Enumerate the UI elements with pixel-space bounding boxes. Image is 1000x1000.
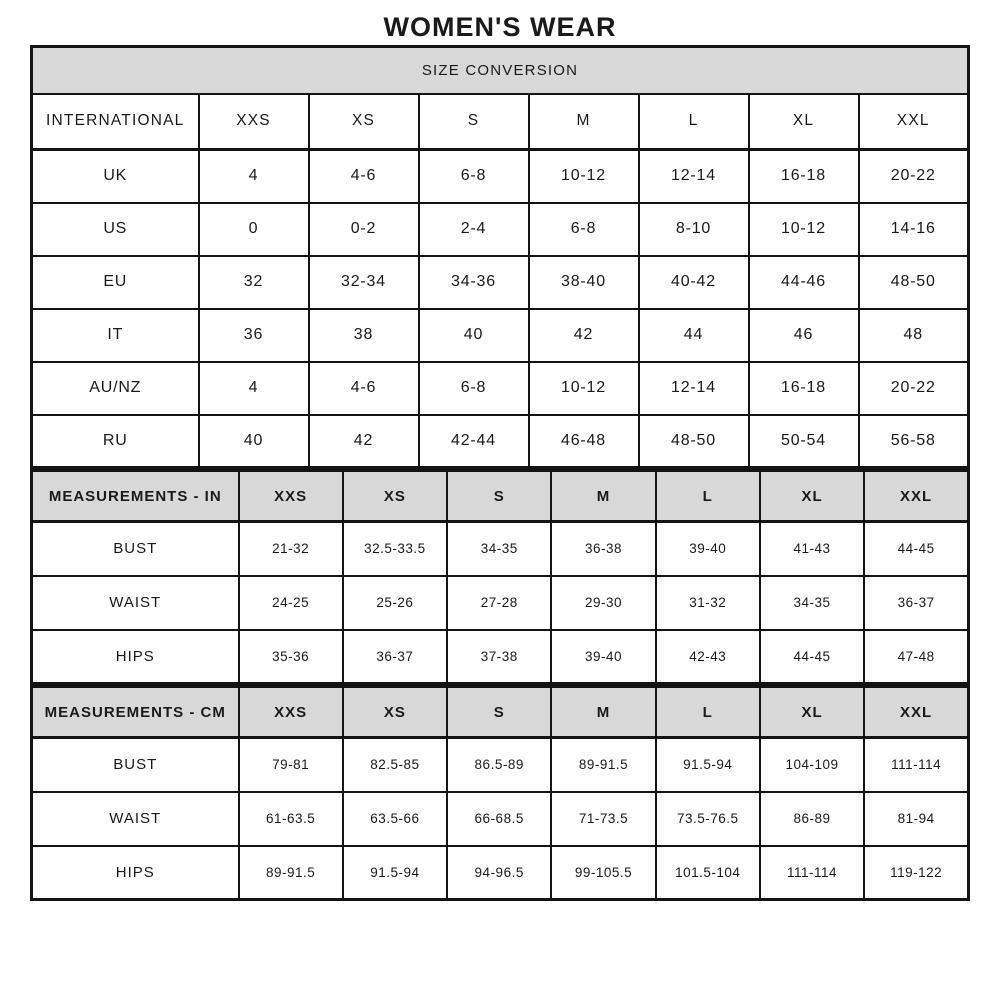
value-cell: 63.5-66 [343,792,447,846]
value-cell: 10-12 [529,150,639,203]
table-row [32,630,969,684]
row-label: EU [32,256,199,309]
table-row [32,415,969,468]
value-cell: 44-45 [760,630,864,684]
value-cell: 50-54 [749,415,859,468]
value-cell: 20-22 [859,362,969,415]
table-row [32,256,969,309]
value-cell: 36-37 [343,630,447,684]
column-header-cell: XL [760,687,864,738]
value-cell: 119-122 [864,846,968,900]
value-cell: 89-91.5 [239,846,343,900]
value-cell: 34-36 [419,256,529,309]
value-cell: 111-114 [760,846,864,900]
column-header-cell: S [447,687,551,738]
value-cell: 4-6 [309,362,419,415]
value-cell: 99-105.5 [551,846,655,900]
value-cell: 25-26 [343,576,447,630]
table-row [32,309,969,362]
row-label: BUST [32,522,239,576]
value-cell: 0 [199,203,309,256]
value-cell: 46 [749,309,859,362]
value-cell: 34-35 [447,522,551,576]
row-label: HIPS [32,630,239,684]
value-cell: 91.5-94 [343,846,447,900]
table-row [32,362,969,415]
measurements-cm-body [32,738,969,900]
value-cell: 32-34 [309,256,419,309]
value-cell: 38 [309,309,419,362]
row-label: UK [32,150,199,203]
value-cell: 42-44 [419,415,529,468]
value-cell: 35-36 [239,630,343,684]
value-cell: 66-68.5 [447,792,551,846]
value-cell: 2-4 [419,203,529,256]
column-header-cell: XL [760,471,864,522]
value-cell: 44-46 [749,256,859,309]
row-label: RU [32,415,199,468]
value-cell: 86-89 [760,792,864,846]
size-conversion-column-header-row [32,94,969,150]
column-header-cell: L [656,471,760,522]
column-header-cell: M [529,94,639,150]
value-cell: 12-14 [639,150,749,203]
value-cell: 82.5-85 [343,738,447,792]
value-cell: 39-40 [551,630,655,684]
value-cell: 39-40 [656,522,760,576]
value-cell: 10-12 [529,362,639,415]
table-row [32,522,969,576]
row-label: BUST [32,738,239,792]
value-cell: 44-45 [864,522,968,576]
value-cell: 24-25 [239,576,343,630]
column-header-cell: XXL [864,471,968,522]
value-cell: 38-40 [529,256,639,309]
row-label: WAIST [32,792,239,846]
value-cell: 79-81 [239,738,343,792]
value-cell: 89-91.5 [551,738,655,792]
value-cell: 73.5-76.5 [656,792,760,846]
value-cell: 56-58 [859,415,969,468]
measurements-in-table [30,469,970,685]
measurements-in-header-row [32,471,969,522]
value-cell: 10-12 [749,203,859,256]
value-cell: 4-6 [309,150,419,203]
column-header-cell: XXS [239,687,343,738]
value-cell: 104-109 [760,738,864,792]
measurements-cm-title: MEASUREMENTS - CM [32,687,239,738]
value-cell: 6-8 [419,150,529,203]
column-header-cell: L [656,687,760,738]
value-cell: 48-50 [639,415,749,468]
column-header-cell: S [419,94,529,150]
value-cell: 101.5-104 [656,846,760,900]
size-conversion-table [30,45,970,469]
value-cell: 21-32 [239,522,343,576]
table-row [32,150,969,203]
value-cell: 40 [199,415,309,468]
value-cell: 36-38 [551,522,655,576]
table-row [32,792,969,846]
value-cell: 61-63.5 [239,792,343,846]
size-conversion-header: SIZE CONVERSION [32,47,969,94]
page-title: WOMEN'S WEAR [383,12,617,42]
column-header-cell: XXL [859,94,969,150]
row-label: WAIST [32,576,239,630]
value-cell: 14-16 [859,203,969,256]
value-cell: 37-38 [447,630,551,684]
value-cell: 41-43 [760,522,864,576]
value-cell: 16-18 [749,362,859,415]
value-cell: 6-8 [529,203,639,256]
value-cell: 34-35 [760,576,864,630]
column-header-cell: M [551,471,655,522]
value-cell: 40-42 [639,256,749,309]
value-cell: 42 [309,415,419,468]
value-cell: 20-22 [859,150,969,203]
value-cell: 46-48 [529,415,639,468]
value-cell: 48-50 [859,256,969,309]
measurements-in-body [32,522,969,684]
value-cell: 94-96.5 [447,846,551,900]
value-cell: 0-2 [309,203,419,256]
table-row [32,738,969,792]
value-cell: 27-28 [447,576,551,630]
value-cell: 111-114 [864,738,968,792]
value-cell: 40 [419,309,529,362]
value-cell: 12-14 [639,362,749,415]
column-header-cell: S [447,471,551,522]
value-cell: 42 [529,309,639,362]
value-cell: 91.5-94 [656,738,760,792]
column-header-cell: XS [343,471,447,522]
row-label: IT [32,309,199,362]
row-label: US [32,203,199,256]
value-cell: 86.5-89 [447,738,551,792]
value-cell: 6-8 [419,362,529,415]
column-header-cell: L [639,94,749,150]
size-conversion-banner-row [32,47,969,94]
value-cell: 8-10 [639,203,749,256]
value-cell: 44 [639,309,749,362]
measurements-cm-table [30,685,970,901]
value-cell: 36 [199,309,309,362]
value-cell: 4 [199,150,309,203]
table-row [32,576,969,630]
value-cell: 16-18 [749,150,859,203]
value-cell: 29-30 [551,576,655,630]
value-cell: 47-48 [864,630,968,684]
column-header-cell: XXL [864,687,968,738]
value-cell: 48 [859,309,969,362]
table-row [32,846,969,900]
table-row [32,203,969,256]
value-cell: 32 [199,256,309,309]
value-cell: 81-94 [864,792,968,846]
row-label: HIPS [32,846,239,900]
column-header-cell: INTERNATIONAL [32,94,199,150]
value-cell: 32.5-33.5 [343,522,447,576]
column-header-cell: XXS [199,94,309,150]
measurements-cm-header-row [32,687,969,738]
value-cell: 31-32 [656,576,760,630]
column-header-cell: M [551,687,655,738]
size-conversion-body [32,150,969,468]
value-cell: 36-37 [864,576,968,630]
value-cell: 71-73.5 [551,792,655,846]
value-cell: 42-43 [656,630,760,684]
row-label: AU/NZ [32,362,199,415]
column-header-cell: XS [309,94,419,150]
measurements-in-title: MEASUREMENTS - IN [32,471,239,522]
column-header-cell: XXS [239,471,343,522]
value-cell: 4 [199,362,309,415]
column-header-cell: XL [749,94,859,150]
column-header-cell: XS [343,687,447,738]
